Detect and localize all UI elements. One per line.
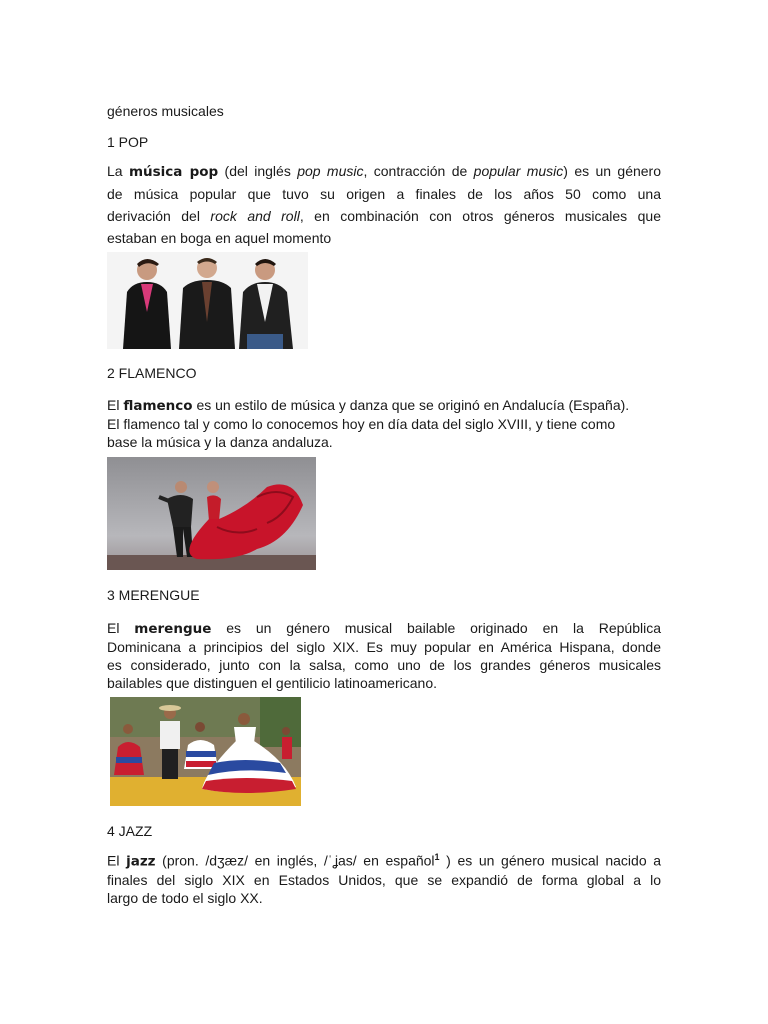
paragraph-line xyxy=(107,848,661,871)
paragraph-merengue xyxy=(107,619,661,692)
section-heading-flamenco: 2 FLAMENCO xyxy=(107,365,197,381)
paragraph-line: largo de todo el siglo XX. xyxy=(107,889,263,906)
text-run: ) es un género musical nacido a xyxy=(439,852,662,869)
text-run: (pron. /dʒæz/ en inglés, /ˈʝas/ en español xyxy=(155,852,435,869)
paragraph-line xyxy=(107,396,661,415)
page-title: géneros musicales xyxy=(107,103,224,119)
paragraph-jazz xyxy=(107,848,661,907)
bold-term: jazz xyxy=(126,853,156,870)
paragraph-pop xyxy=(107,160,661,249)
paragraph-line: estaban en boga en aquel momento xyxy=(107,230,332,246)
paragraph-line: de música popular que tuvo su origen a finales de los años 50 como una xyxy=(107,186,661,202)
text-run: (del inglés xyxy=(218,163,298,179)
paragraph-line: finales del siglo XIX en Estados Unidos, que se expandió de forma global a lo xyxy=(107,871,661,888)
bold-term: merengue xyxy=(134,621,212,637)
merengue-dancers-photo xyxy=(110,697,301,806)
text-run: La xyxy=(107,163,129,179)
section-heading-jazz: 4 JAZZ xyxy=(107,823,153,839)
paragraph-line xyxy=(107,619,661,638)
italic-term: rock and roll xyxy=(210,208,300,224)
paragraph-line: es considerado, junto con la salsa, como uno de los grandes géneros musicales xyxy=(107,657,661,673)
italic-term: popular music xyxy=(473,163,564,179)
paragraph-line: Dominicana a principios del siglo XIX. Es muy popular en América Hispana, donde xyxy=(107,639,661,655)
text-run: ) es un género xyxy=(563,163,662,179)
flamenco-dancers-photo xyxy=(107,457,316,570)
text-run: El xyxy=(107,620,135,636)
paragraph-line: El flamenco tal y como lo conocemos hoy en día data del siglo XVIII, y tiene como xyxy=(107,416,616,432)
pop-band-photo xyxy=(107,252,308,349)
text-run: es un estilo de música y danza que se originó en Andalucía (España). xyxy=(192,397,630,413)
section-heading-pop: 1 POP xyxy=(107,134,149,150)
paragraph-flamenco xyxy=(107,396,661,451)
paragraph-line: bailables que distinguen el gentilicio latinoamericano. xyxy=(107,675,437,691)
paragraph-line xyxy=(107,160,661,183)
paragraph-line xyxy=(107,205,661,227)
text-run: , en combinación con otros géneros musicales que xyxy=(299,208,661,224)
italic-term: pop music xyxy=(297,163,364,179)
text-run: derivación del xyxy=(107,208,211,224)
text-run: El xyxy=(107,397,124,413)
text-run: es un género musical bailable originado en la República xyxy=(211,620,661,636)
bold-term: flamenco xyxy=(123,398,193,414)
text-run: , contracción de xyxy=(363,163,474,179)
bold-term: música pop xyxy=(128,164,219,180)
footnote-marker: 1 xyxy=(434,852,440,862)
section-heading-merengue: 3 MERENGUE xyxy=(107,587,200,603)
text-run: El xyxy=(107,852,127,869)
paragraph-line: base la música y la danza andaluza. xyxy=(107,434,333,450)
